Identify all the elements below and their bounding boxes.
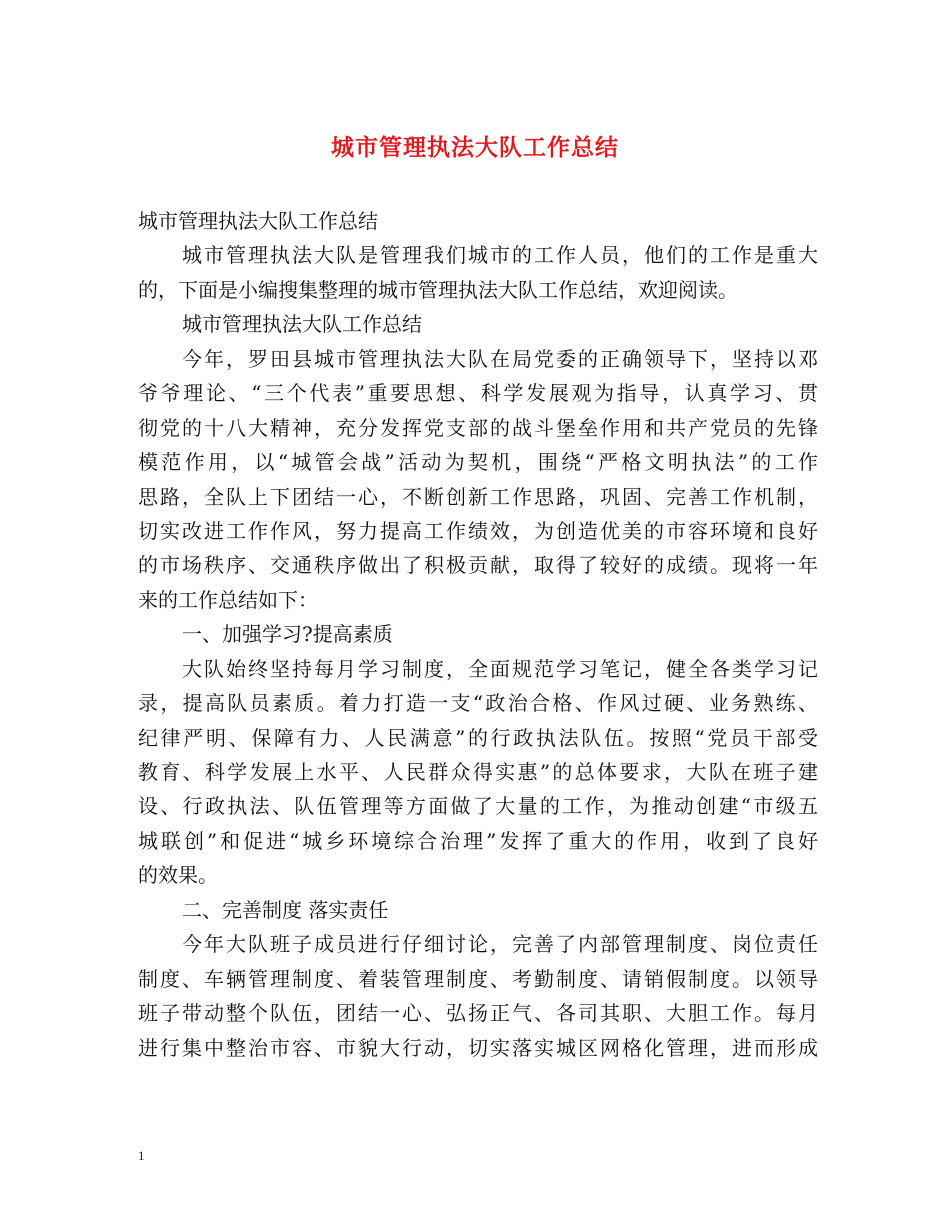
text-line: 城市管理执法大队工作总结: [138, 209, 378, 233]
text-line: 彻党的十八大精神，充分发挥党支部的战斗堡垒作用和共产党员的先锋: [138, 415, 818, 440]
text-line: 班子带动整个队伍，团结一心、弘扬正气、各司其职、大胆工作。每月: [138, 1001, 818, 1026]
text-line: 模范作用，以“城管会战”活动为契机，围绕“严格文明执法”的工作: [138, 450, 818, 475]
text-line: 切实改进工作作风，努力提高工作绩效，为创造优美的市容环境和良好: [138, 518, 818, 543]
text-line: 的市场秩序、交通秩序做出了积极贡献，取得了较好的成绩。现将一年: [138, 553, 818, 578]
document-title: 城市管理执法大队工作总结: [331, 134, 619, 161]
text-line: 一、加强学习?提高素质: [182, 622, 393, 647]
text-line: 爷爷理论、“三个代表”重要思想、科学发展观为指导，认真学习、贯: [138, 381, 818, 406]
page-number: 1: [138, 1148, 145, 1163]
text-line: 来的工作总结如下：: [138, 587, 318, 612]
text-line: 的效果。: [138, 863, 218, 888]
text-line: 二、完善制度 落实责任: [182, 897, 389, 922]
text-line: 今年，罗田县城市管理执法大队在局党委的正确领导下，坚持以邓: [182, 346, 818, 371]
text-line: 城市管理执法大队是管理我们城市的工作人员，他们的工作是重大: [182, 243, 818, 268]
text-line: 纪律严明、保障有力、人民满意”的行政执法队伍。按照“党员干部受: [138, 725, 818, 750]
text-line: 思路，全队上下团结一心，不断创新工作思路，巩固、完善工作机制，: [138, 484, 818, 509]
text-line: 进行集中整治市容、市貌大行动，切实落实城区网格化管理，进而形成: [138, 1035, 818, 1060]
text-line: 城联创”和促进“城乡环境综合治理”发挥了重大的作用，收到了良好: [138, 828, 818, 853]
text-line: 录，提高队员素质。着力打造一支“政治合格、作风过硬、业务熟练、: [138, 691, 818, 716]
text-line: 的，下面是小编搜集整理的城市管理执法大队工作总结，欢迎阅读。: [138, 277, 738, 302]
text-line: 教育、科学发展上水平、人民群众得实惠”的总体要求，大队在班子建: [138, 760, 818, 784]
text-line: 制度、车辆管理制度、着装管理制度、考勤制度、请销假制度。以领导: [138, 966, 818, 991]
text-line: 大队始终坚持每月学习制度，全面规范学习笔记，健全各类学习记: [182, 656, 818, 681]
document-body: [138, 204, 818, 1065]
text-line: 设、行政执法、队伍管理等方面做了大量的工作，为推动创建“市级五: [138, 794, 818, 819]
text-line: 今年大队班子成员进行仔细讨论，完善了内部管理制度、岗位责任: [182, 932, 818, 957]
text-line: 城市管理执法大队工作总结: [182, 312, 422, 337]
